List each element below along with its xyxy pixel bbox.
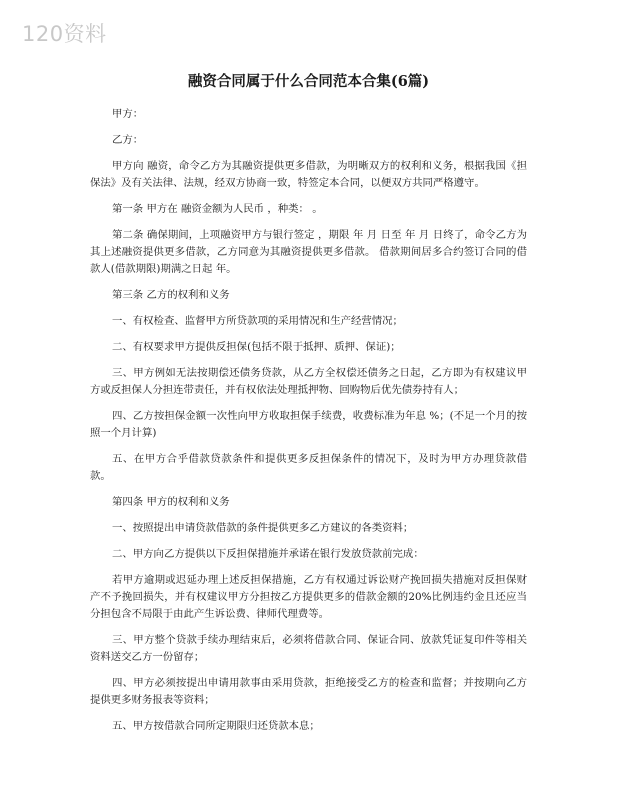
article-1-paragraph: 第一条 甲方在 融资金额为人民币 ，种类： 。: [112, 203, 323, 215]
document-page: [90, 72, 527, 744]
article-4-item-1: 一、按照提出申请贷款借款的条件提供更多乙方建议的各类资料；: [112, 522, 414, 534]
preamble-paragraph: 甲方向 融资，命令乙方为其融资提供更多借款，为明晰双方的权利和义务，根据我国《担保法》及有关法律、法规，经双方协商一致，特签定本合同，以便双方共同严格遵守。: [90, 160, 527, 189]
article-3-item-2: 二、有权要求甲方提供反担保(包括不限于抵押、质押、保证)；: [112, 341, 401, 353]
article-4-item-3: 三、甲方整个贷款手续办理结束后，必须将借款合同、保证合同、放款凭证复印件等相关资料送交乙方一份留存；: [90, 634, 527, 663]
article-4-item-5: 五、甲方按借款合同所定期限归还贷款本息；: [112, 720, 320, 732]
watermark-logo: 120资料: [22, 22, 107, 46]
article-3-item-5: 五、在甲方合乎借款贷款条件和提供更多反担保条件的情况下，及时为甲方办理贷款借款。: [90, 453, 527, 482]
article-4-item-2-detail: 若甲方逾期或迟延办理上述反担保措施，乙方有权通过诉讼财产挽回损失措施对反担保财产不予挽回损失，并有权建议甲方分担按乙方提供更多的借款金额的20%比例违约金且还应当分担包含不局限于由此产生诉讼费、律师代理费等。: [90, 574, 527, 620]
article-3-item-4: 四、乙方按担保金额一次性向甲方收取担保手续费，收费标准为年息 %；(不足一个月的按照一个月计算): [90, 410, 527, 439]
article-3-item-1: 一、有权检查、监督甲方所贷款项的采用情况和生产经营情况；: [112, 315, 403, 327]
document-title: 融资合同属于什么合同范本合集(6篇): [187, 73, 430, 90]
article-4-item-4: 四、甲方必须按提出申请用款事由采用贷款，拒绝接受乙方的检查和监督；并按期向乙方提供更多财务报表等资料；: [90, 677, 527, 706]
article-3-item-3: 三、甲方例如无法按期偿还债务贷款，从乙方全权偿还债务之日起，乙方即为有权建议甲方或反担保人分担连带责任，并有权依法处理抵押物、回购物后优先债券持有人；: [90, 367, 527, 396]
party-b-line: 乙方：: [112, 134, 144, 146]
article-2-paragraph: 第二条 确保期间，上项融资甲方与银行签定 ，期限 年 月 日至 年 月 日终了，命令乙方为其上述融资提供更多借款，乙方同意为其融资提供更多借款。 借款期间居多合约签订合同的借款人(借款期限)期满之日起 年。: [90, 229, 527, 275]
article-4-item-2: 二、甲方向乙方提供以下反担保措施并承诺在银行发放贷款前完成：: [112, 548, 424, 560]
article-4-heading: 第四条 甲方的权利和义务: [112, 496, 230, 508]
article-3-heading: 第三条 乙方的权利和义务: [112, 289, 230, 301]
party-a-line: 甲方：: [112, 108, 144, 120]
